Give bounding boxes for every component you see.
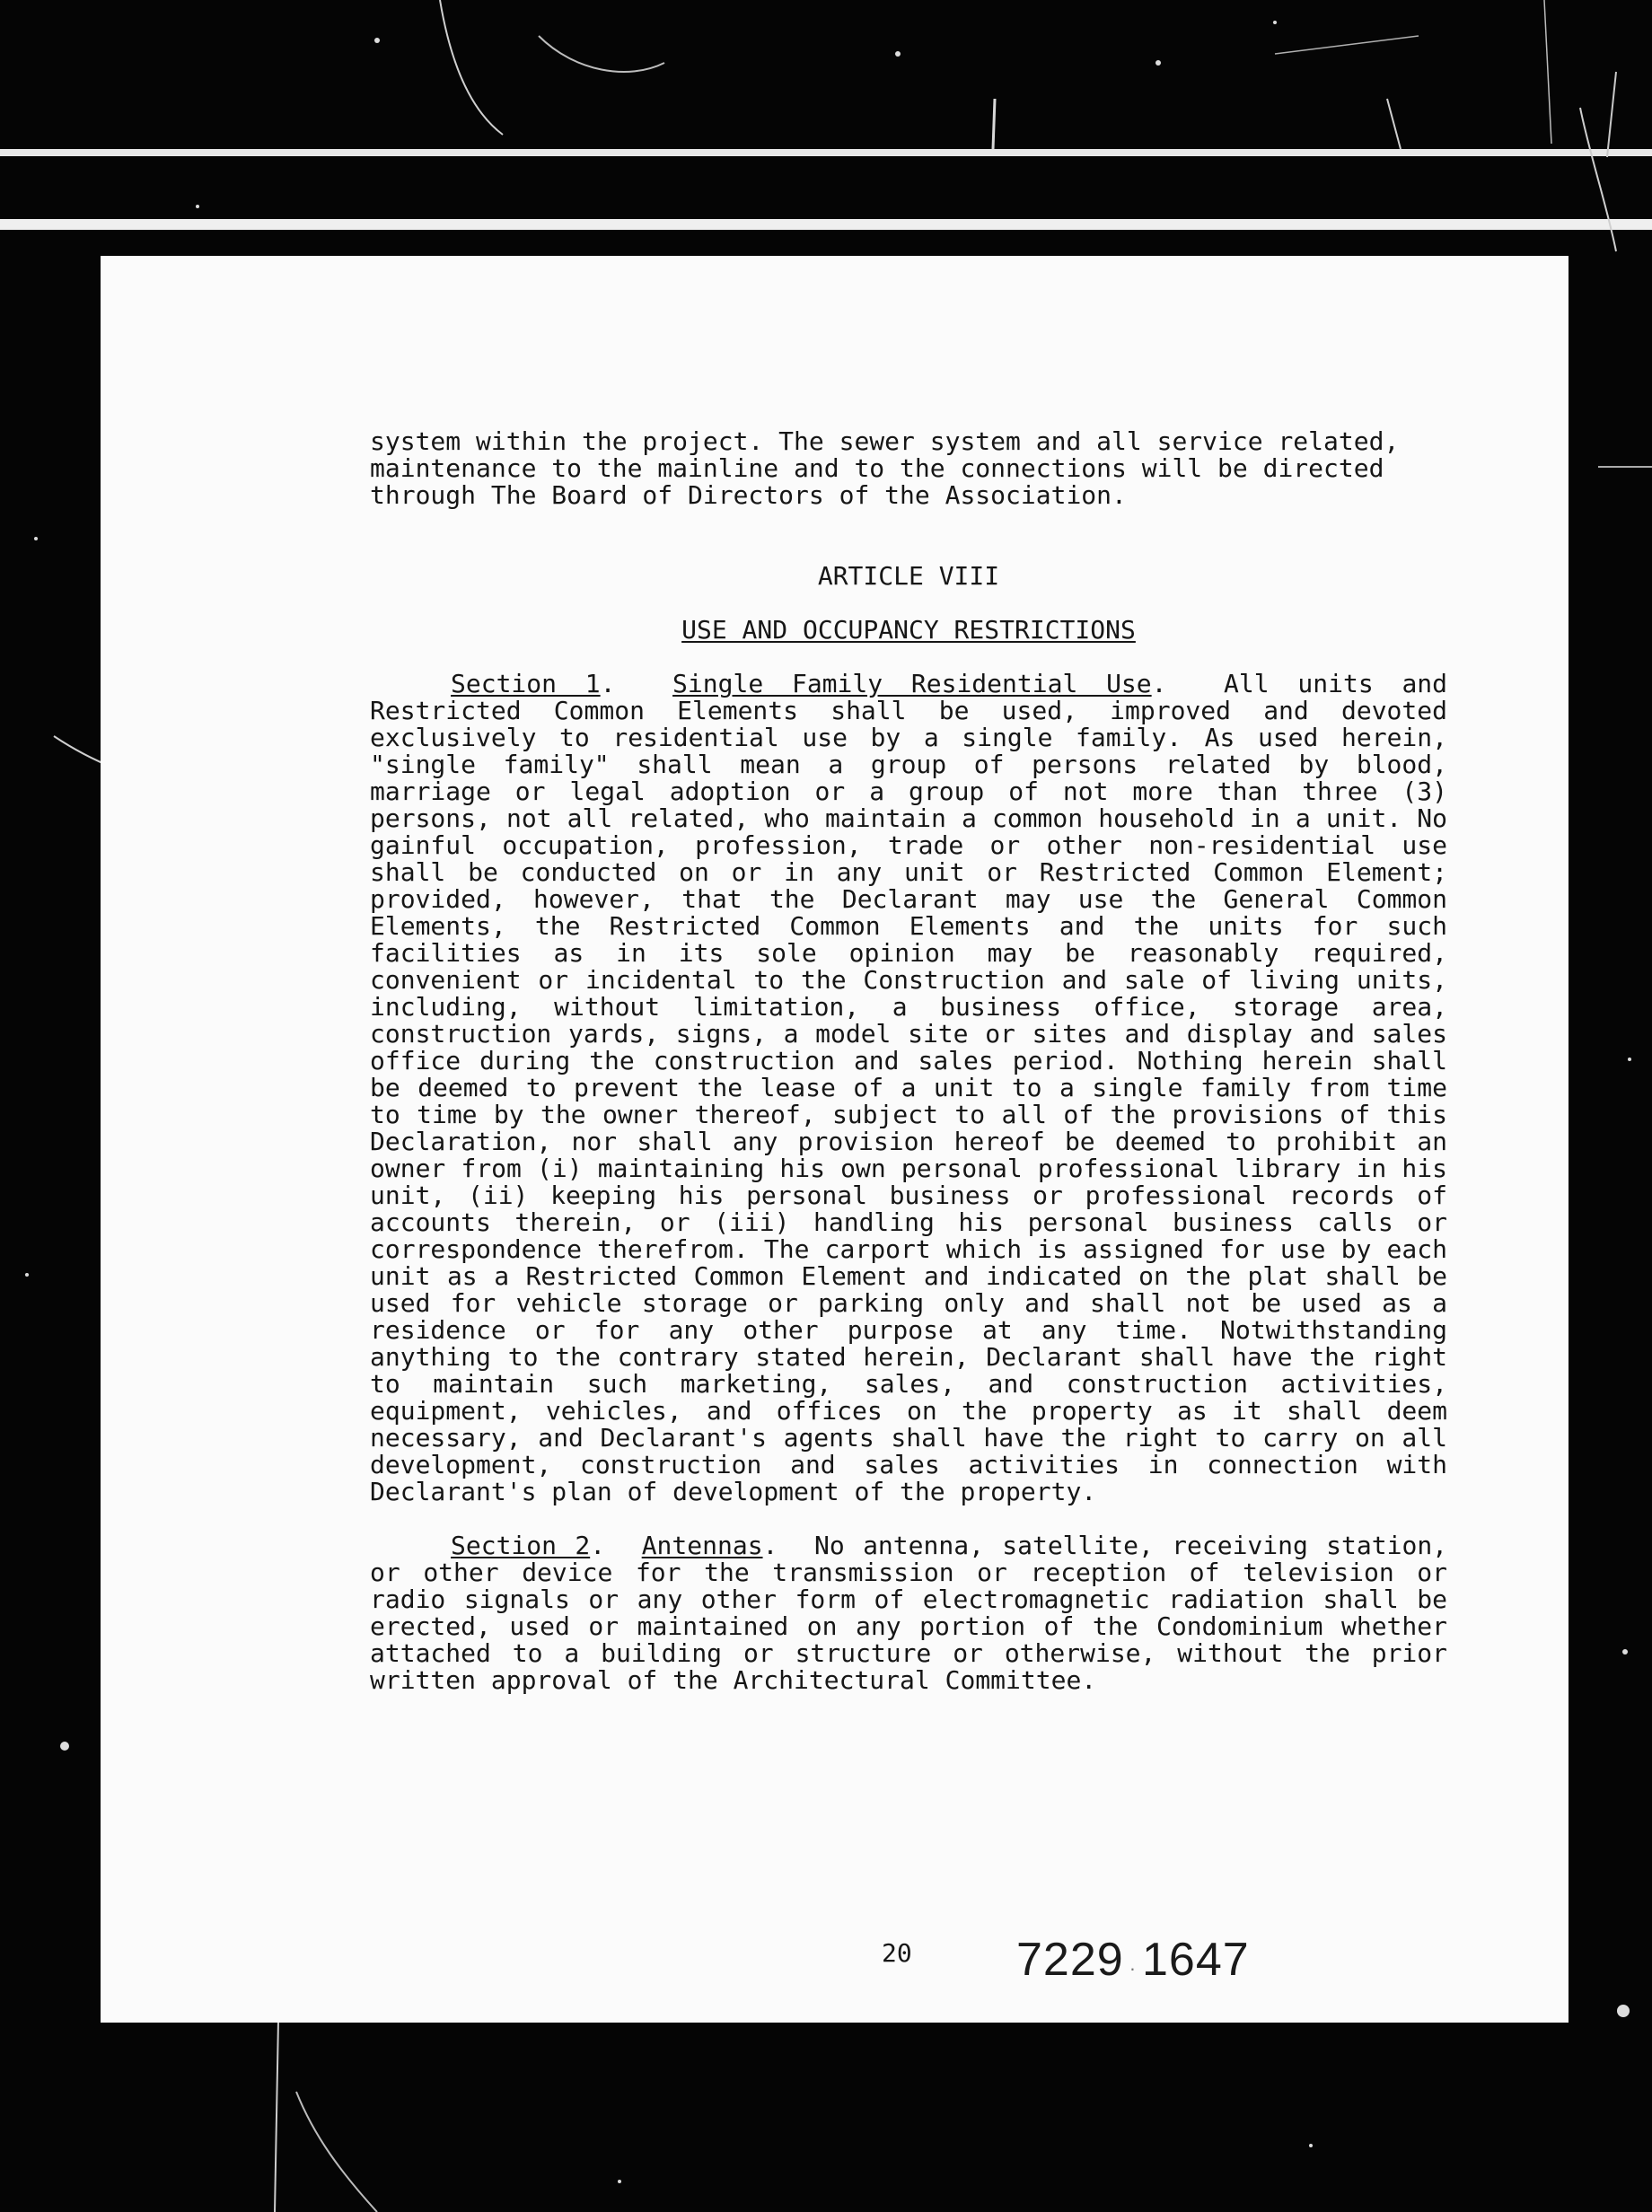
page-number: 20 bbox=[882, 1938, 912, 1968]
document-body bbox=[370, 428, 1447, 1694]
stamp-page: 1647 bbox=[1142, 1934, 1250, 1986]
document-page bbox=[101, 256, 1569, 2023]
recording-stamp bbox=[1016, 1933, 1250, 1987]
opening-paragraph: system within the project. The sewer system and all service related, maintenance to the mainline and to the connections will be directed through The Board of Directors of the Association. bbox=[370, 426, 1400, 510]
stamp-separator: · bbox=[1129, 1957, 1138, 1979]
section-2-label: Section 2 bbox=[451, 1531, 591, 1560]
article-heading: ARTICLE VIII bbox=[817, 561, 1000, 591]
section-2-body: No antenna, satellite, receiving station, or other device for the transmission or reception of television or radio signals or any other form of electromagnetic radiation shall be erected, used or maintained on any portion of the Condominium whether attached to a building or structure or otherwise, without the prior written approval of the Architectural Committee. bbox=[370, 1531, 1448, 1695]
section-1-heading: Single Family Residential Use bbox=[672, 669, 1152, 698]
article-title-text: USE AND OCCUPANCY RESTRICTIONS bbox=[681, 615, 1136, 645]
section-2-heading: Antennas bbox=[641, 1531, 763, 1560]
section-1-label: Section 1 bbox=[451, 669, 601, 698]
section-1-body: All units and Restricted Common Elements shall be used, improved and devoted exclusively to residential use by a single family. As used herein, "single family" shall mean a group of persons related by blood, marriage or legal adoption or a group of not more than three (3) persons, not all related, who maintain a common household in a unit. No gainful occupation, profession, trade or other non-residential use shall be conducted on or in any unit or Restricted Common Element; provided, however, that the Declarant may use the General Common Elements, the Restricted Common Elements and the units for such facilities as in its sole opinion may be reasonably required, convenient or incidental to the Construction and sale of living units, including, without limitation, a business office, storage area, construction yards, signs, a model site or sites and display and sales office during the construction and sales period. Nothing herein shall be deemed to prevent the lease of a unit to a single family from time to time by the owner thereof, subject to all of the provisions of this Declaration, nor shall any provision hereof be deemed to prohibit an owner from (i) maintaining his own personal professional library in his unit, (ii) keeping his personal business or professional records of accounts therein, or (iii) handling his personal business calls or correspondence therefrom. The carport which is assigned for use by each unit as a Restricted Common Element and indicated on the plat shall be used for vehicle storage or parking only and shall not be used as a residence or for any other purpose at any time. Notwithstanding anything to the contrary stated herein, Declarant shall have the right to maintain such marketing, sales, and construction activities, equipment, vehicles, and offices on the property as it shall deem necessary, and Declarant's agents shall have the right to carry on all development, construction and sales activities in connection with Declarant's plan of development of the property. bbox=[370, 669, 1448, 1506]
section-1: Section 1. Single Family Residential Use. All units and Restricted Common Elements shall be used, improved and devoted exclusively to residential use by a single family. As used herein, "single family" shall mean a group of persons related by blood, marriage or legal adoption or a group of not more than three (3) persons, not all related, who maintain a common household in a unit. No gainful occupation, profession, trade or other non-residential use shall be conducted on or in any unit or Restricted Common Element; provided, however, that the Declarant may use the General Common Elements, the Restricted Common Elements and the units for such facilities as in its sole opinion may be reasonably required, convenient or incidental to the Construction and sale of living units, including, without limitation, a business office, storage area, construction yards, signs, a model site or sites and display and sales office during the construction and sales period. Nothing herein shall be deemed to prevent the lease of a unit to a single family from time to time by the owner thereof, subject to all of the provisions of this Declaration, nor shall any provision hereof be deemed to prohibit an owner from (i) maintaining his own personal professional library in his unit, (ii) keeping his personal business or professional records of accounts therein, or (iii) handling his personal business calls or correspondence therefrom. The carport which is assigned for use by each unit as a Restricted Common Element and indicated on the plat shall be used for vehicle storage or parking only and shall not be used as a residence or for any other purpose at any time. Notwithstanding anything to the contrary stated herein, Declarant shall have the right to maintain such marketing, sales, and construction activities, equipment, vehicles, and offices on the property as it shall deem necessary, and Declarant's agents shall have the right to carry on all development, construction and sales activities in connection with Declarant's plan of development of the property. bbox=[370, 669, 1448, 1506]
stamp-book: 7229 bbox=[1016, 1934, 1124, 1986]
section-2: Section 2. Antennas. No antenna, satellite, receiving station, or other device for the transmission or reception of television or radio signals or any other form of electromagnetic radiation shall be erected, used or maintained on any portion of the Condominium whether attached to a building or structure or otherwise, without the prior written approval of the Architectural Committee. bbox=[370, 1531, 1448, 1695]
article-title bbox=[370, 617, 1447, 644]
